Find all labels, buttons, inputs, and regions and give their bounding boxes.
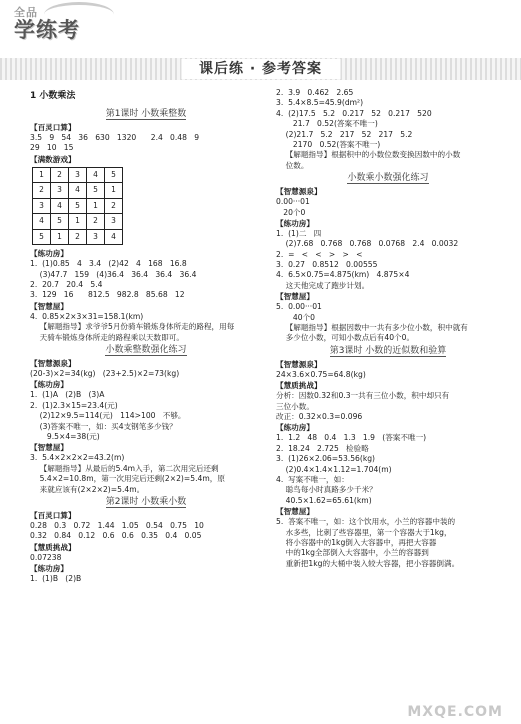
page-title: 课后练 · 参考答案 [181, 59, 340, 79]
tag-lianxi: 【练功房】 [30, 249, 68, 259]
grid-cell: 4 [33, 214, 51, 230]
grid-cell: 3 [87, 229, 105, 245]
answer-line: 【解题指导】根据因数中一共有多少位小数，积中就有 [276, 323, 468, 333]
answer-line: 1. (1)A (2)B (3)A [30, 390, 105, 400]
section-title-5-text: 第3课时 小数的近似数和验算 [329, 345, 447, 356]
answer-line: 0.32 0.84 0.12 0.6 0.6 0.35 0.4 0.05 [30, 531, 202, 541]
grid-cell: 1 [105, 183, 123, 199]
answer-line: 2. 18.24 2.725 检验略 [276, 443, 369, 453]
number-grid [32, 167, 123, 246]
tag-baikou: 【百灵口算】 [30, 123, 76, 132]
answer-line: 中的1kg全部倒入大容器中，小兰的容器到 [276, 548, 429, 558]
tag-lianxi-4: 【练功房】 [276, 218, 314, 228]
answer-line: 1. 1.2 48 0.4 1.3 1.9 (答案不唯一) [276, 433, 427, 443]
tag-lianxi-2: 【练功房】 [30, 380, 68, 390]
answer-line: 9.5×4=38(元) [30, 431, 100, 441]
grid-cell: 4 [87, 167, 105, 183]
answer-line: 【解题指导】求爷爷5月份骑车锻炼身体所走的路程，用每 [30, 322, 235, 332]
grid-cell: 1 [69, 214, 87, 230]
grid-cell: 2 [105, 198, 123, 214]
answer-line: 1. (1)B (2)B [30, 574, 82, 584]
answer-line: 多少位小数，可知小数点后有40个0。 [276, 333, 415, 343]
section-title-5 [276, 344, 500, 359]
answer-line: 1. (1)0.85 4 3.4 (2)42 4 168 16.8 [30, 259, 187, 269]
tag-youxi: 【满数游戏】 [30, 154, 76, 164]
logo-top-text: 全品 [14, 6, 38, 19]
section-title-2 [30, 343, 262, 358]
answer-line: 0.00···01 [276, 197, 310, 207]
answer-line: 这天他完成了跑步计划。 [276, 280, 370, 290]
tag-zhihui: 【智慧屋】 [30, 301, 68, 311]
tag-zhihui-5: 【智慧屋】 [276, 507, 314, 517]
answer-line: 天骑车锻炼身体所走的路程乘以天数即可。 [30, 332, 184, 342]
answer-line: 4. 0.85×2×3×31=158.1(km) [30, 311, 144, 321]
grid-cell: 4 [69, 183, 87, 199]
section-title-1 [30, 107, 262, 122]
answer-line: 3. 0.27 0.8512 0.00555 [276, 260, 378, 270]
grid-cell: 3 [33, 198, 51, 214]
grid-cell: 1 [51, 229, 69, 245]
tag-zhihui-yuanquan-2: 【智慧源泉】 [276, 187, 322, 197]
right-column [276, 88, 500, 569]
grid-cell: 5 [69, 198, 87, 214]
answer-line: 0.07238 [30, 552, 62, 562]
section-title-4 [276, 171, 500, 186]
grid-cell: 4 [105, 229, 123, 245]
answer-line: 3. 5.4×2×2×2=43.2(m) [30, 453, 125, 463]
logo-main-text: 学练考 [14, 18, 80, 42]
tag-zhihui-4: 【智慧屋】 [276, 292, 314, 302]
grid-cell: 2 [87, 214, 105, 230]
grid-cell: 5 [51, 214, 69, 230]
section-title-3 [30, 495, 262, 510]
tag-tiaozhan: 【慧质挑战】 [30, 542, 76, 552]
answer-line: 改正：0.32×0.3=0.096 [276, 411, 363, 421]
chapter-heading: 1 小数乘法 [30, 91, 76, 101]
answer-line: 聪鸟每小时真路多少千米？ [276, 485, 377, 495]
answer-line: 三位小数。 [276, 401, 314, 411]
grid-cell: 3 [105, 214, 123, 230]
answer-line: 3. (1)26×2.06=53.56(kg) [276, 454, 376, 464]
answer-line: 3.5 9 54 36 630 1320 2.4 0.48 9 [30, 133, 200, 142]
tag-zhihui-3: 【智慧屋】 [30, 443, 68, 453]
answer-line: 21.7 0.52(答案不唯一) [276, 119, 378, 129]
answer-line: (2)21.7 5.2 217 52 217 5.2 [276, 129, 413, 139]
answer-line: (2)7.68 0.768 0.768 0.0768 2.4 0.0032 [276, 239, 459, 249]
answer-line: 3. 5.4×8.5=45.9(dm²) [276, 98, 364, 108]
answer-line: 4. 写案不唯一，如： [276, 474, 349, 484]
left-column [30, 88, 262, 584]
answer-line: 来就应该有(2×2×2)=5.4m。 [30, 484, 145, 494]
answer-line: (2)0.4×1.4×1.12=1.704(m) [276, 464, 392, 474]
answer-line: 2. 3.9 0.462 2.65 [276, 88, 354, 97]
grid-cell: 2 [51, 167, 69, 183]
answer-line: 2. (1)2.3×15=23.4(元) [30, 400, 118, 410]
section-title-3-text: 第2课时 小数乘小数 [105, 496, 187, 507]
answer-line: 5. 0.00···01 [276, 302, 322, 312]
grid-cell: 3 [69, 167, 87, 183]
grid-cell: 5 [105, 167, 123, 183]
grid-cell: 4 [51, 198, 69, 214]
answer-line: 24×3.6×0.75=64.8(kg) [276, 369, 366, 379]
grid-cell: 5 [33, 229, 51, 245]
answer-line: 3. 129 16 812.5 982.8 85.68 12 [30, 290, 185, 300]
answer-line: (3)47.7 159 (4)36.4 36.4 36.4 36.4 [30, 269, 197, 279]
grid-cell: 1 [87, 198, 105, 214]
grid-cell: 5 [87, 183, 105, 199]
answer-line: 29 10 15 [30, 143, 74, 153]
section-title-2-text: 小数乘整数强化练习 [105, 345, 187, 356]
answer-line: (20-3)×2=34(kg) (23+2.5)×2=73(kg) [30, 369, 180, 379]
answer-line: 位数。 [276, 160, 309, 170]
grid-cell: 2 [33, 183, 51, 199]
answer-line: 4. (2)17.5 5.2 0.217 52 0.217 520 [276, 108, 432, 118]
grid-cell: 2 [69, 229, 87, 245]
grid-cell: 1 [33, 167, 51, 183]
tag-zhihui-yuanquan-3: 【智慧源泉】 [276, 359, 322, 369]
answer-line: (2)12×9.5=114(元) 114>100 不够。 [30, 411, 186, 421]
answer-line: 分析：因数0.32和0.3一共有三位小数，积中却只有 [276, 391, 450, 401]
answer-line: 1. (1)二 四 [276, 228, 322, 238]
answer-line: 2170 0.52(答案不唯一) [276, 139, 381, 149]
tag-tiaozhan-2: 【慧质挑战】 [276, 381, 322, 391]
tag-baikou-2: 【百灵口算】 [30, 510, 76, 520]
answer-line: 【解题指导】从最后的5.4m入手，第二次用完后还剩 [30, 463, 219, 473]
answer-line: 40.5×1.62=65.61(km) [276, 495, 372, 505]
header-bar [0, 58, 521, 80]
answer-line: 0.28 0.3 0.72 1.44 1.05 0.54 0.75 10 [30, 520, 204, 530]
logo-swoosh [44, 2, 114, 27]
answer-line: (3)答案不唯一，如：买4支钢笔多少钱？ [30, 421, 177, 431]
answer-line: 5. 答案不唯一，如：这个饮用水，小兰的容器中装的 [276, 517, 456, 527]
tag-zhihui-yuanquan: 【智慧源泉】 [30, 359, 76, 369]
answer-line: 2. = < < > > < [276, 249, 363, 259]
answer-line: 5.4×2=10.8m，第一次用完后还剩(2×2)=5.4m，原 [30, 474, 225, 484]
tag-lianxi-5: 【练功房】 [276, 423, 314, 433]
answer-line: 重新把1kg的大桶中装入较大容器，把小容器倒满。 [276, 558, 460, 568]
watermark: MXQE.COM [407, 704, 503, 720]
section-title-1-text: 第1课时 小数乘整数 [105, 109, 187, 119]
answer-line: 20个0 [276, 207, 306, 217]
grid-cell: 3 [51, 183, 69, 199]
section-title-4-text: 小数乘小数强化练习 [347, 173, 429, 184]
answer-line: 【解题指导】根据积中的小数位数变换因数中的小数 [276, 150, 461, 160]
answer-line: 水多些，比刺了些容器里，第一个容器大于1kg， [276, 527, 452, 537]
logo [14, 4, 80, 40]
answer-line: 2. 20.7 20.4 5.4 [30, 280, 103, 290]
answer-line: 4. 6.5×0.75=4.875(km) 4.875×4 [276, 270, 410, 280]
tag-lianxi-3: 【练功房】 [30, 564, 68, 574]
answer-line: 将小容器中的1kg倒入大容器中，再把大容器 [276, 537, 437, 547]
answer-line: 40个0 [276, 312, 315, 322]
